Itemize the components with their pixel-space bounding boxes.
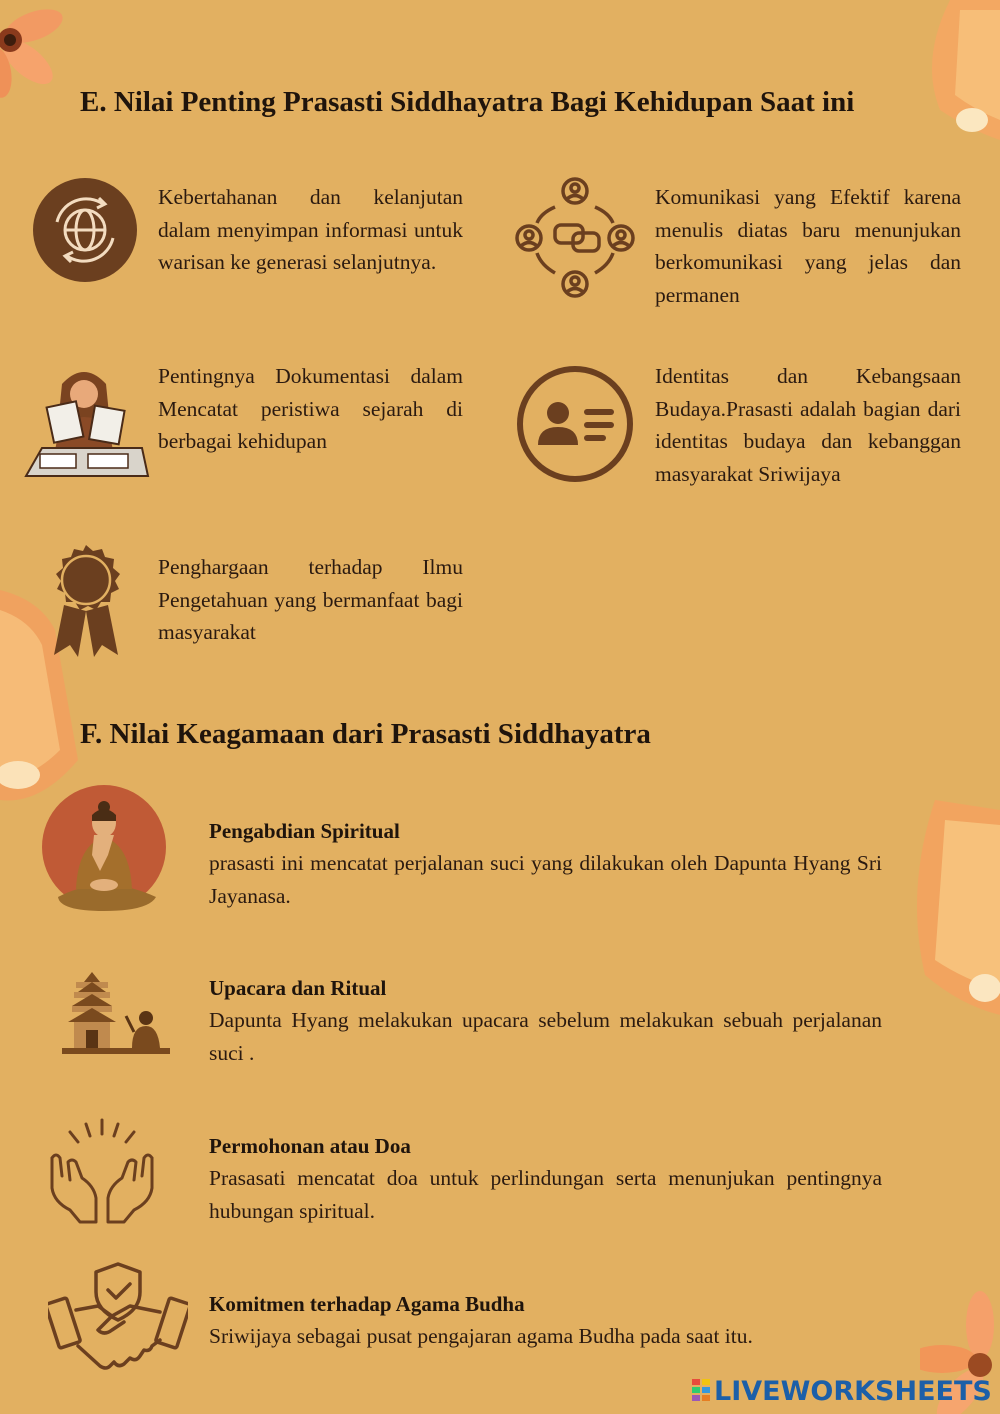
lantern-decoration-icon bbox=[910, 0, 1000, 150]
liveworksheets-logo[interactable] bbox=[692, 1376, 992, 1407]
identity-card-icon bbox=[516, 365, 634, 483]
item-f1-title: Pengabdian Spiritual bbox=[209, 819, 400, 843]
item-f2-title: Upacara dan Ritual bbox=[209, 976, 387, 1000]
item-f3-title: Permohonan atau Doa bbox=[209, 1134, 411, 1158]
item-f4-title: Komitmen terhadap Agama Budha bbox=[209, 1292, 525, 1316]
item-e5-text: Penghargaan terhadap Ilmu Pengetahuan yang bermanfaat bagi masyarakat bbox=[158, 555, 463, 644]
praying-hands-icon bbox=[46, 1118, 158, 1224]
lantern-decoration-icon bbox=[905, 800, 1000, 1015]
section-e-heading: E. Nilai Penting Prasasti Siddhayatra Bagi Kehidupan Saat ini bbox=[80, 86, 855, 118]
item-e2-text: Komunikasi yang Efektif karena menulis diatas baru menunjukan berkomunikasi yang jelas dan permanen bbox=[655, 185, 961, 307]
handshake-shield-icon bbox=[48, 1260, 188, 1380]
section-f-heading: F. Nilai Keagamaan dari Prasasti Siddhayatra bbox=[80, 718, 651, 750]
item-e3-text: Pentingnya Dokumentasi dalam Mencatat peristiwa sejarah di berbagai kehidupan bbox=[158, 364, 463, 453]
documenting-woman-icon bbox=[22, 364, 150, 484]
flower-decoration-icon bbox=[0, 0, 70, 100]
communication-network-icon bbox=[515, 177, 635, 299]
item-f2-text: Dapunta Hyang melakukan upacara sebelum melakukan sebuah perjalanan suci . bbox=[209, 1008, 882, 1065]
award-ribbon-icon bbox=[46, 545, 126, 660]
live-badge-icon bbox=[692, 1379, 710, 1405]
globe-refresh-icon bbox=[33, 178, 137, 282]
brand-text: LIVEWORKSHEETS bbox=[714, 1376, 992, 1407]
buddha-icon bbox=[38, 785, 168, 913]
item-f1-text: prasasti ini mencatat perjalanan suci yang dilakukan oleh Dapunta Hyang Sri Jayanasa. bbox=[209, 851, 882, 908]
item-f4-text: Sriwijaya sebagai pusat pengajaran agama Budha pada saat itu. bbox=[209, 1324, 753, 1348]
item-e1-text: Kebertahanan dan kelanjutan dalam menyimpan informasi untuk warisan ke generasi selanjutnya. bbox=[158, 185, 463, 274]
item-f3-text: Prasasati mencatat doa untuk perlindungan serta menunjukan pentingnya hubungan spiritual. bbox=[209, 1166, 882, 1223]
item-e4-text: Identitas dan Kebangsaan Budaya.Prasasti adalah bagian dari identitas budaya dan kebanggan masyarakat Sriwijaya bbox=[655, 364, 961, 486]
temple-prayer-icon bbox=[62, 970, 170, 1056]
